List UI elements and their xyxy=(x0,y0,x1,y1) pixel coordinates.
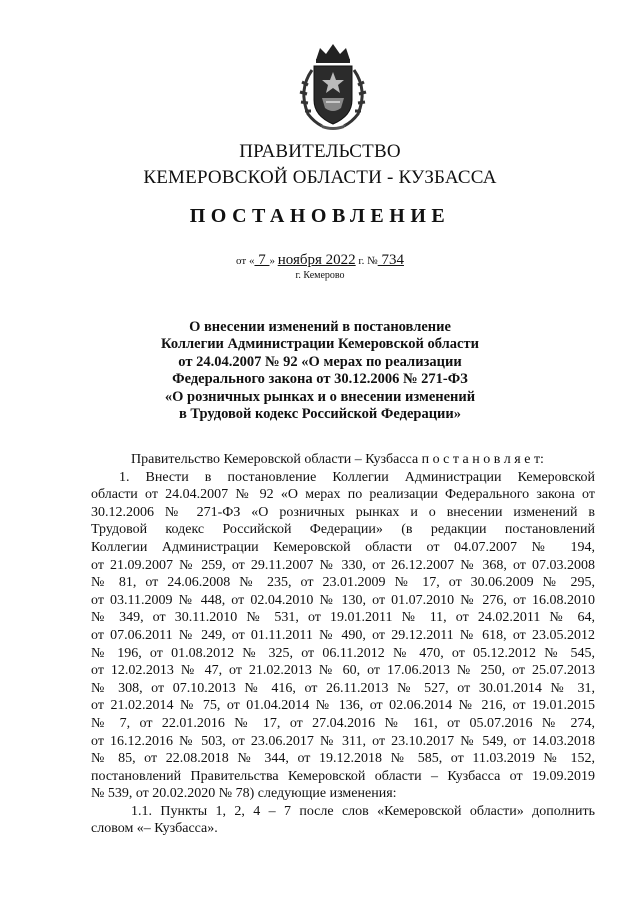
body-line: 30.12.2006 № 271-ФЗ «О розничных рынках и о внесении изменений в xyxy=(91,504,595,520)
title-line: в Трудовой кодекс Российской Федерации» xyxy=(178,406,462,423)
body-line: № 85, от 22.08.2018 № 344, от 19.12.2018 № 585, от 11.03.2019 № 152, xyxy=(91,751,595,767)
body-line: № 539, от 20.02.2020 № 78) следующие изменения: xyxy=(91,786,397,802)
document-number: 734 xyxy=(377,252,404,268)
title-line: Федерального закона от 30.12.2006 № 271-ФЗ xyxy=(172,371,468,388)
body-line: от 16.12.2016 № 503, от 23.06.2017 № 311, от 23.10.2017 № 549, от 14.03.2018 xyxy=(91,733,595,749)
body-line: от 21.02.2014 № 75, от 01.04.2014 № 136, от 02.06.2014 № 216, от 19.01.2015 xyxy=(91,698,595,714)
document-date-line xyxy=(0,252,640,269)
document-body xyxy=(91,451,595,838)
body-line: Правительство Кемеровской области – Кузбасса п о с т а н о в л я е т: xyxy=(131,452,544,467)
body-line: № 196, от 01.08.2012 № 325, от 06.11.2012 № 470, от 05.12.2012 № 545, xyxy=(91,645,595,661)
document-title xyxy=(120,319,520,423)
date-month-year: ноября 2022 xyxy=(277,252,356,268)
body-line: Коллегии Администрации Кемеровской области от 04.07.2007 № 194, xyxy=(91,539,595,555)
body-line: № 308, от 07.10.2013 № 416, от 26.11.2013 № 527, от 30.01.2014 № 31, xyxy=(91,680,595,696)
organization-name-line-2: КЕМЕРОВСКОЙ ОБЛАСТИ - КУЗБАССА xyxy=(143,167,497,188)
title-line: Коллегии Администрации Кемеровской области xyxy=(161,336,479,353)
body-line: от 03.11.2009 № 448, от 02.04.2010 № 130, от 01.07.2010 № 276, от 16.08.2010 xyxy=(91,592,595,608)
title-line: от 24.04.2007 № 92 «О мерах по реализации xyxy=(178,353,462,370)
city-name: г. Кемерово xyxy=(295,270,345,281)
body-line: области от 24.04.2007 № 92 «О мерах по реализации Федерального закона от xyxy=(91,487,595,503)
document-type-heading: ПОСТАНОВЛЕНИЕ xyxy=(189,205,451,227)
organization-name-line-1: ПРАВИТЕЛЬСТВО xyxy=(239,141,401,162)
body-line: постановлений Правительства Кемеровской области – Кузбасса от 19.09.2019 xyxy=(91,768,595,784)
body-line: № 81, от 24.06.2008 № 235, от 23.01.2009 № 17, от 30.06.2009 № 295, xyxy=(91,575,595,591)
body-line: № 349, от 30.11.2010 № 531, от 19.01.2011 № 11, от 24.02.2011 № 64, xyxy=(91,610,595,626)
body-line: от 21.09.2007 № 259, от 29.11.2007 № 330, от 26.12.2007 № 368, от 07.03.2008 xyxy=(91,557,595,573)
date-day: 7 xyxy=(254,252,270,268)
body-line: от 12.02.2013 № 47, от 21.02.2013 № 60, от 17.06.2013 № 250, от 25.07.2013 xyxy=(91,663,595,679)
body-line: Трудовой кодекс Российской Федерации» (в редакции постановлений xyxy=(91,522,595,538)
body-line: словом «– Кузбасса». xyxy=(91,821,218,837)
body-line: 1.1. Пункты 1, 2, 4 – 7 после слов «Кемеровской области» дополнить xyxy=(131,803,595,819)
date-mid: » xyxy=(269,255,278,267)
date-g: г. № xyxy=(355,255,378,267)
coat-of-arms-emblem xyxy=(292,42,374,132)
body-line: № 7, от 22.01.2016 № 17, от 27.04.2016 № 161, от 05.07.2016 № 274, xyxy=(91,715,595,731)
title-line: «О розничных рынках и о внесении изменений xyxy=(164,388,476,405)
title-line: О внесении изменений в постановление xyxy=(189,319,451,335)
body-line: 1. Внести в постановление Коллегии Администрации Кемеровской xyxy=(119,469,595,485)
date-prefix: от « xyxy=(236,255,255,267)
body-line: от 07.06.2011 № 249, от 01.11.2011 № 490, от 29.12.2011 № 618, от 23.05.2012 xyxy=(91,627,595,643)
